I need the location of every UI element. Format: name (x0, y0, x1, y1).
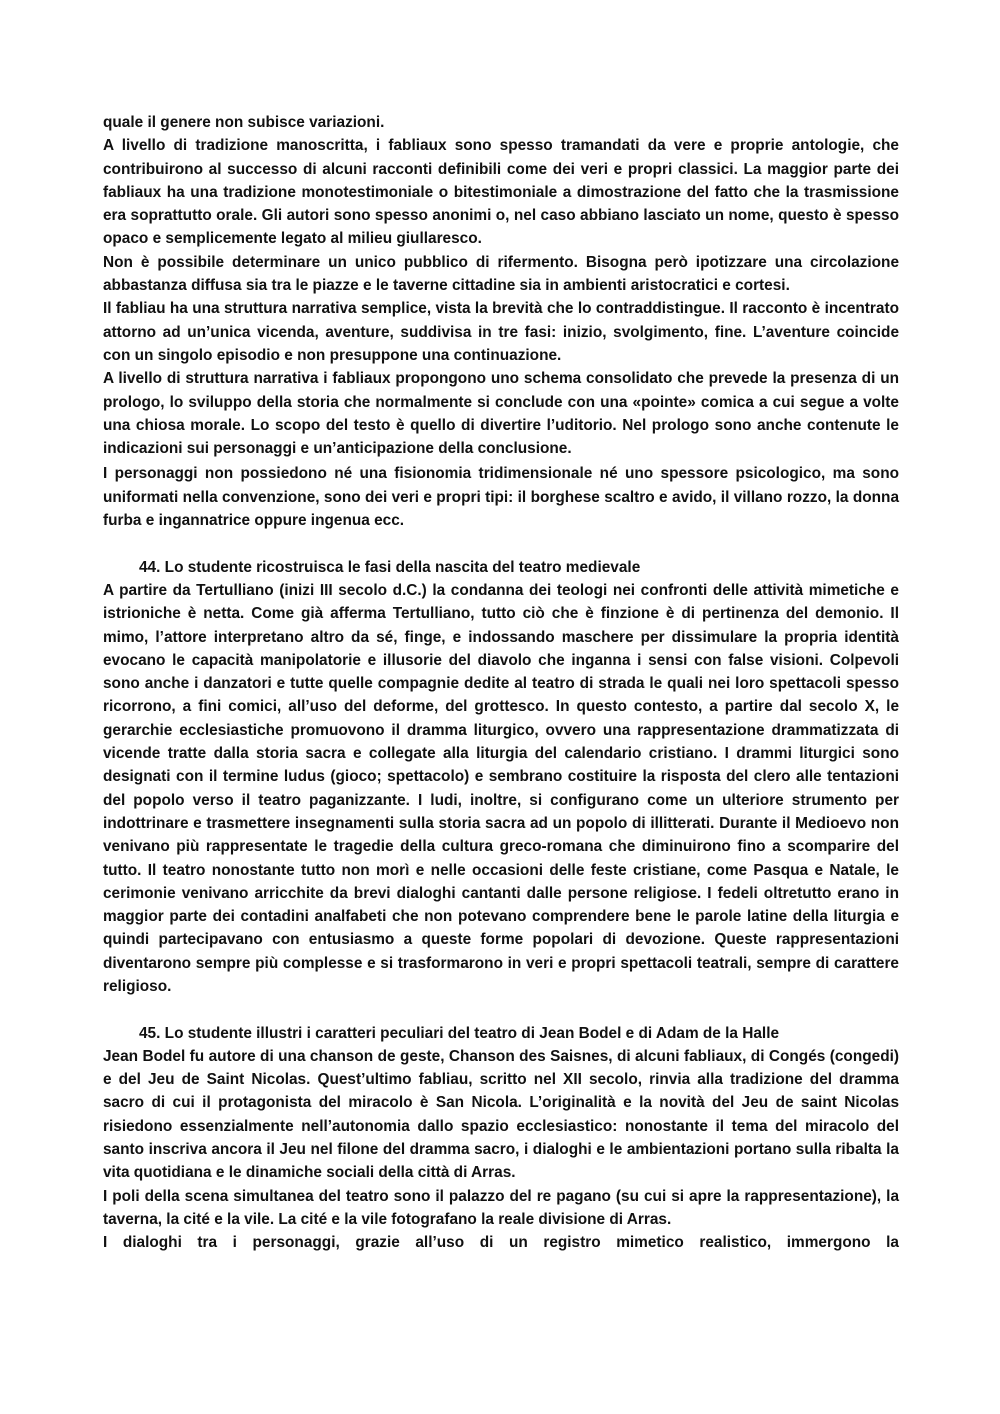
paragraph-characters: I personaggi non possiedono né una fisionomia tridimensionale né uno spessore psicologico, ma sono uniformati nella convenzione, sono dei veri e propri tipi: il borghese scaltro e avido, il villano rozzo, la donna furba e ingannatrice oppure ingenua ecc. (103, 465, 899, 530)
paragraph-narrative-scheme: A livello di struttura narrativa i fabliaux propongono uno schema consolidato che prevede la presenza di un prologo, lo sviluppo della storia che normalmente si conclude con una «pointe» comica a cui segue a volte una chiosa morale. Lo scopo del testo è quello di divertire l’uditorio. Nel prologo sono anche contenute le indicazioni sui personaggi e un’anticipazione della conclusione. (103, 370, 899, 458)
paragraph-jean-bodel: Jean Bodel fu autore di una chanson de geste, Chanson des Saisnes, di alcuni fabliaux, di Congés (congedi) e del Jeu de Saint Nicolas. Quest’ultimo fabliau, scritto nel XII secolo, rinvia alla tradizione del dramma sacro di cui il protagonista del miracolo è San Nicola. L’originalità e la novità del Jeu de saint Nicolas risiedono essenzialmente nell’autonomia dallo spazio ecclesiastico: nonostante il tema del miracolo del santo inscriva ancora il Jeu nel filone del dramma sacro, i dialoghi e le ambientazioni portano sulla ribalta la vita quotidiana e le dinamiche sociali della città di Arras. (103, 1047, 899, 1182)
paragraph-dialogues: I dialoghi tra i personaggi, grazie all’uso di un registro mimetico realistico, immergono la (103, 1234, 899, 1252)
paragraph-medieval-theatre: A partire da Tertulliano (inizi III secolo d.C.) la condanna dei teologi nei confronti delle attività mimetiche e istrioniche è netta. Come già afferma Tertulliano, tutto ciò che è finzione è di pertinenza del demonio. Il mimo, l’attore interpretano altro da sé, finge, e indossando maschere per dissimulare la propria identità evocano le capacità manipolatorie e illusorie del diavolo che inganna i sensi con false visioni. Colpevoli sono anche i danzatori e tutte quelle compagnie dedite al teatro di strada le quali nei loro spettacoli spesso ricorrono, a fini comici, all’uso del deforme, del grottesco. In questo contesto, a partire dal secolo X, le gerarchie ecclesiastiche promuovono il dramma liturgico, ovvero una rappresentazione drammatizzata di vicende tratte dalla storia sacra e collegate alla liturgia del calendario cristiano. I drammi liturgici sono designati con il termine ludus (gioco; spettacolo) e sembrano costituire la risposta del clero alle tentazioni del popolo verso il teatro paganizzante. I ludi, inoltre, si configurano come un ulteriore strumento per indottrinare e trasmettere insegnamenti sulla storia sacra ad un popolo di illitterati. Durante il Medioevo non venivano più rappresentate le tragedie della cultura greco-romana che diminuirono fino a scomparire del tutto. Il teatro nonostante tutto non morì e nelle occasioni delle feste cristiane, come Pasqua e Natale, le cerimonie venivano arricchite da brevi dialoghi cantanti dalle persone religiose. I fedeli oltretutto erano in maggior parte dei contadini analfabeti che non potevano comprendere bene le parole latine della liturgia e quindi partecipavano con entusiasmo a queste forme popolari di devozione. Queste rappresentazioni diventarono sempre più complesse e si trasformarono in veri e propri spettacoli teatrali, sempre di carattere religioso. (103, 581, 899, 995)
question-44-heading: 44. Lo studente ricostruisca le fasi della nascita del teatro medievale (139, 558, 641, 576)
paragraph-manuscript-tradition: A livello di tradizione manoscritta, i fabliaux sono spesso tramandati da vere e proprie antologie, che contribuirono al successo di alcuni racconti definibili come dei veri e propri classici. La maggior parte dei fabliaux ha una tradizione monotestimoniale o bitestimoniale a dimostrazione del fatto che la trasmissione era soprattutto orale. Gli autori sono spesso anonimi o, nel caso abbiano lasciato un nome, questo è spesso opaco e semplicemente legato al milieu giullaresco. (103, 137, 899, 248)
paragraph-structure: Il fabliau ha una struttura narrativa semplice, vista la brevità che lo contraddistingue. Il racconto è incentrato attorno ad un’unica vicenda, aventure, suddivisa in tre fasi: inizio, svolgimento, fine. L’aventure coincide con un singolo episodio e non presuppone una continuazione. (103, 300, 899, 364)
paragraph-scene-poles: I poli della scena simultanea del teatro sono il palazzo del re pagano (su cui si apre la rappresentazione), la taverna, la cité e la vile. La cité e la vile fotografano la reale divisione di Arras. (103, 1187, 899, 1228)
paragraph-genre: quale il genere non subisce variazioni. (103, 114, 385, 131)
question-45-heading: 45. Lo studente illustri i caratteri peculiari del teatro di Jean Bodel e di Adam de la Halle (139, 1024, 780, 1042)
paragraph-audience: Non è possibile determinare un unico pubblico di rifermento. Bisogna però ipotizzare una circolazione abbastanza diffusa sia tra le piazze e le taverne cittadine sia in ambienti aristocratici e cortesi. (103, 253, 899, 295)
body-text (103, 111, 899, 1255)
